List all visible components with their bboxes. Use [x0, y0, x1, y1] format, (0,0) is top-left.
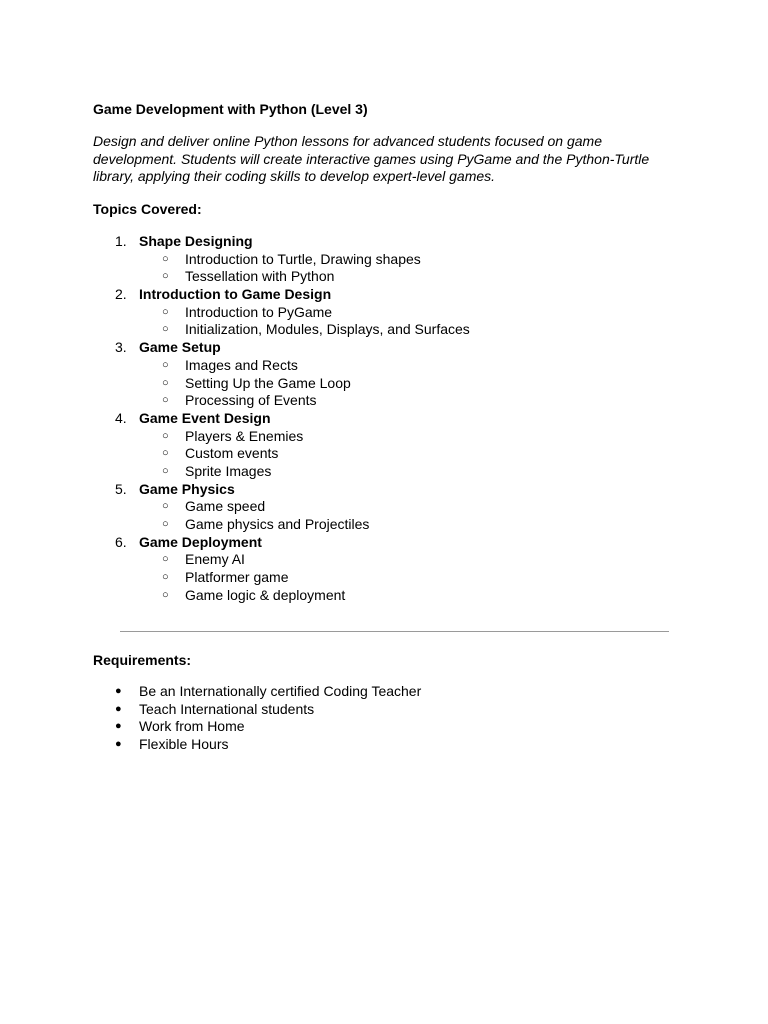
topic-row: [93, 481, 693, 499]
subtopic-item: [93, 445, 693, 463]
topic-item: [93, 233, 693, 286]
subtopic-label: Introduction to Turtle, Drawing shapes: [185, 250, 421, 267]
hollow-bullet-icon: ○: [162, 500, 169, 513]
subtopic-item: [93, 569, 693, 587]
hollow-bullet-icon: ○: [162, 429, 169, 442]
filled-bullet-icon: ●: [115, 702, 122, 715]
subtopic-item: [93, 357, 693, 375]
topic-label: Introduction to Game Design: [139, 286, 332, 303]
filled-bullet-icon: ●: [115, 685, 122, 697]
subtopic-label: Images and Rects: [185, 356, 298, 373]
requirements-list: [93, 683, 693, 754]
topic-row: [93, 534, 693, 552]
subtopic-item: [93, 516, 693, 534]
subtopic-item: [93, 321, 693, 339]
subtopic-label: Introduction to PyGame: [185, 303, 333, 320]
topic-row: [93, 410, 693, 428]
filled-bullet-icon: ●: [115, 738, 122, 751]
hollow-bullet-icon: ○: [162, 376, 169, 389]
subtopic-item: [93, 587, 693, 605]
document-title: Game Development with Python (Level 3): [93, 101, 368, 117]
subtopic-item: [93, 304, 693, 322]
topics-heading: Topics Covered:: [93, 201, 202, 217]
hollow-bullet-icon: ○: [162, 270, 169, 283]
requirements-heading: Requirements:: [93, 652, 192, 668]
topic-label: Game Physics: [139, 480, 235, 497]
subtopic-label: Custom events: [185, 445, 279, 462]
subtopic-label: Processing of Events: [185, 392, 317, 409]
topic-item: [93, 410, 693, 481]
subtopic-label: Initialization, Modules, Displays, and Surfaces: [185, 321, 470, 338]
hollow-bullet-icon: ○: [162, 252, 169, 265]
subtopic-list: [93, 357, 693, 410]
topic-number: 1.: [115, 233, 127, 249]
subtopic-item: [93, 251, 693, 269]
topic-row: [93, 286, 693, 304]
subtopic-item: [93, 392, 693, 410]
subtopic-label: Tessellation with Python: [185, 268, 335, 285]
requirement-item: [93, 701, 693, 719]
topic-number: 5.: [115, 480, 127, 497]
hollow-bullet-icon: ○: [162, 447, 169, 460]
intro-paragraph: Design and deliver online Python lessons for advanced students focused on game development. Students will create interactive games using PyGame and the Python-Turtle library, applying their coding skills to develop expert-level games.: [93, 133, 650, 185]
requirement-item: [93, 683, 693, 701]
topic-label: Game Setup: [139, 339, 221, 356]
requirement-label: Work from Home: [139, 718, 245, 735]
subtopic-item: [93, 428, 693, 446]
subtopic-label: Game physics and Projectiles: [185, 516, 370, 532]
subtopic-label: Sprite Images: [185, 462, 272, 479]
subtopic-list: [93, 304, 693, 339]
hollow-bullet-icon: ○: [162, 358, 169, 371]
hollow-bullet-icon: ○: [162, 305, 169, 318]
hollow-bullet-icon: ○: [162, 518, 169, 530]
hollow-bullet-icon: ○: [162, 464, 169, 477]
topic-number: 6.: [115, 533, 127, 550]
horizontal-divider: [120, 631, 669, 632]
topic-item: [93, 286, 693, 339]
subtopic-label: Game speed: [185, 498, 266, 515]
subtopic-label: Platformer game: [185, 569, 289, 586]
topic-label: Game Deployment: [139, 533, 262, 550]
hollow-bullet-icon: ○: [162, 588, 169, 601]
subtopic-label: Setting Up the Game Loop: [185, 374, 351, 391]
topic-item: [93, 481, 693, 534]
requirement-label: Be an Internationally certified Coding Teacher: [139, 683, 422, 699]
requirement-label: Teach International students: [139, 700, 315, 717]
topic-row: [93, 339, 693, 357]
topic-item: [93, 339, 693, 410]
requirement-label: Flexible Hours: [139, 736, 229, 753]
subtopic-label: Enemy AI: [185, 551, 245, 568]
requirement-item: [93, 718, 693, 736]
topics-list: [93, 233, 693, 604]
subtopic-item: [93, 498, 693, 516]
topic-item: [93, 534, 693, 605]
subtopic-item: [93, 551, 693, 569]
requirement-item: [93, 736, 693, 754]
subtopic-list: [93, 428, 693, 481]
subtopic-item: [93, 375, 693, 393]
topic-label: Game Event Design: [139, 409, 271, 426]
subtopic-item: [93, 268, 693, 286]
subtopic-label: Game logic & deployment: [185, 586, 346, 603]
hollow-bullet-icon: ○: [162, 394, 169, 407]
topic-number: 4.: [115, 409, 127, 426]
hollow-bullet-icon: ○: [162, 571, 169, 584]
topic-number: 3.: [115, 339, 127, 356]
subtopic-list: [93, 551, 693, 604]
topic-row: [93, 233, 693, 251]
subtopic-list: [93, 251, 693, 286]
filled-bullet-icon: ●: [115, 720, 122, 733]
hollow-bullet-icon: ○: [162, 323, 169, 336]
subtopic-label: Players & Enemies: [185, 427, 304, 444]
topic-label: Shape Designing: [139, 233, 253, 249]
hollow-bullet-icon: ○: [162, 553, 169, 566]
topic-number: 2.: [115, 286, 127, 303]
subtopic-item: [93, 463, 693, 481]
subtopic-list: [93, 498, 693, 533]
